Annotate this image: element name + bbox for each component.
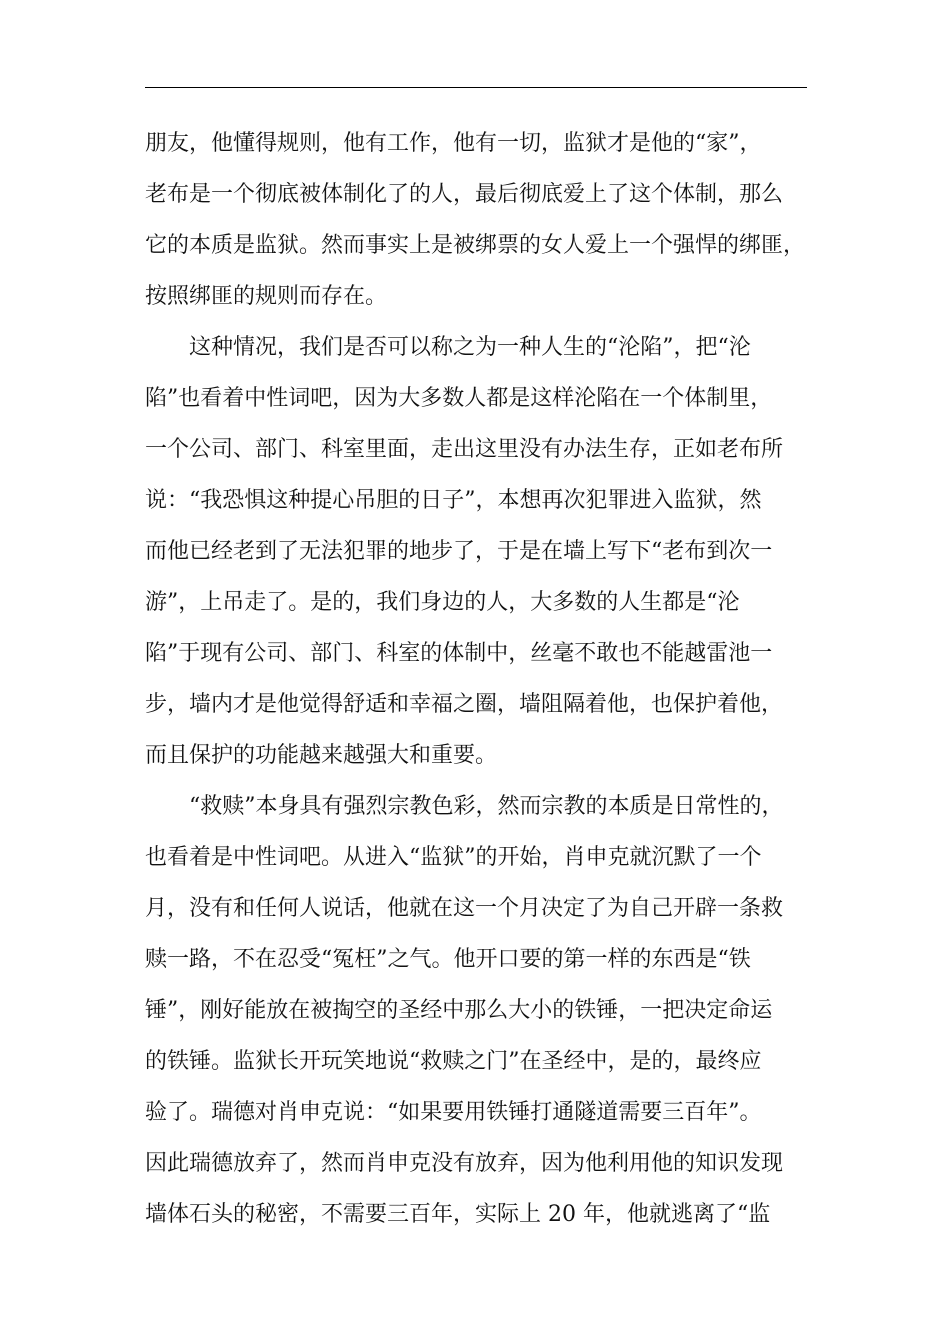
text-line: 验了。瑞德对肖申克说：“如果要用铁锤打通隧道需要三百年”。 xyxy=(145,1100,762,1125)
text-line: 这种情况，我们是否可以称之为一种人生的“沦陷”，把“沦 xyxy=(189,335,751,360)
text-line: 而且保护的功能越来越强大和重要。 xyxy=(145,743,498,768)
text-line: 也看着是中性词吧。从进入“监狱”的开始，肖申克就沉默了一个 xyxy=(145,845,762,870)
text-line: 老布是一个彻底被体制化了的人，最后彻底爱上了这个体制，那么 xyxy=(145,182,784,207)
header-rule xyxy=(145,87,807,88)
text-line: 一个公司、部门、科室里面，走出这里没有办法生存，正如老布所 xyxy=(145,437,784,462)
text-line: 墙体石头的秘密，不需要三百年，实际上 20 年，他就逃离了“监 xyxy=(145,1202,771,1227)
text-line: 陷”于现有公司、部门、科室的体制中，丝毫不敢也不能越雷池一 xyxy=(145,641,773,666)
text-line: 按照绑匪的规则而存在。 xyxy=(145,284,388,309)
text-line: 说：“我恐惧这种提心吊胆的日子”，本想再次犯罪进入监狱，然 xyxy=(145,488,762,513)
text-line: 步，墙内才是他觉得舒适和幸福之圈，墙阻隔着他，也保护着他， xyxy=(145,692,784,717)
text-line: 它的本质是监狱。然而事实上是被绑票的女人爱上一个强悍的绑匪， xyxy=(145,233,806,258)
document-body xyxy=(145,118,820,1240)
text-line: 赎一路，不在忍受“冤枉”之气。他开口要的第一样的东西是“铁 xyxy=(145,947,751,972)
text-line: 因此瑞德放弃了，然而肖申克没有放弃，因为他利用他的知识发现 xyxy=(145,1151,784,1176)
text-line: 朋友，他懂得规则，他有工作，他有一切，监狱才是他的“家”， xyxy=(145,131,762,156)
text-line: “救赎”本身具有强烈宗教色彩，然而宗教的本质是日常性的， xyxy=(189,794,784,819)
text-line: 月，没有和任何人说话，他就在这一个月决定了为自己开辟一条救 xyxy=(145,896,784,921)
text-line: 陷”也看着中性词吧，因为大多数人都是这样沦陷在一个体制里， xyxy=(145,386,773,411)
text-line: 而他已经老到了无法犯罪的地步了，于是在墙上写下“老布到次一 xyxy=(145,539,773,564)
text-line: 的铁锤。监狱长开玩笑地说“救赎之门”在圣经中，是的，最终应 xyxy=(145,1049,762,1074)
text-line: 游”，上吊走了。是的，我们身边的人，大多数的人生都是“沦 xyxy=(145,590,740,615)
text-line: 锤”，刚好能放在被掏空的圣经中那么大小的铁锤，一把决定命运 xyxy=(145,998,773,1023)
